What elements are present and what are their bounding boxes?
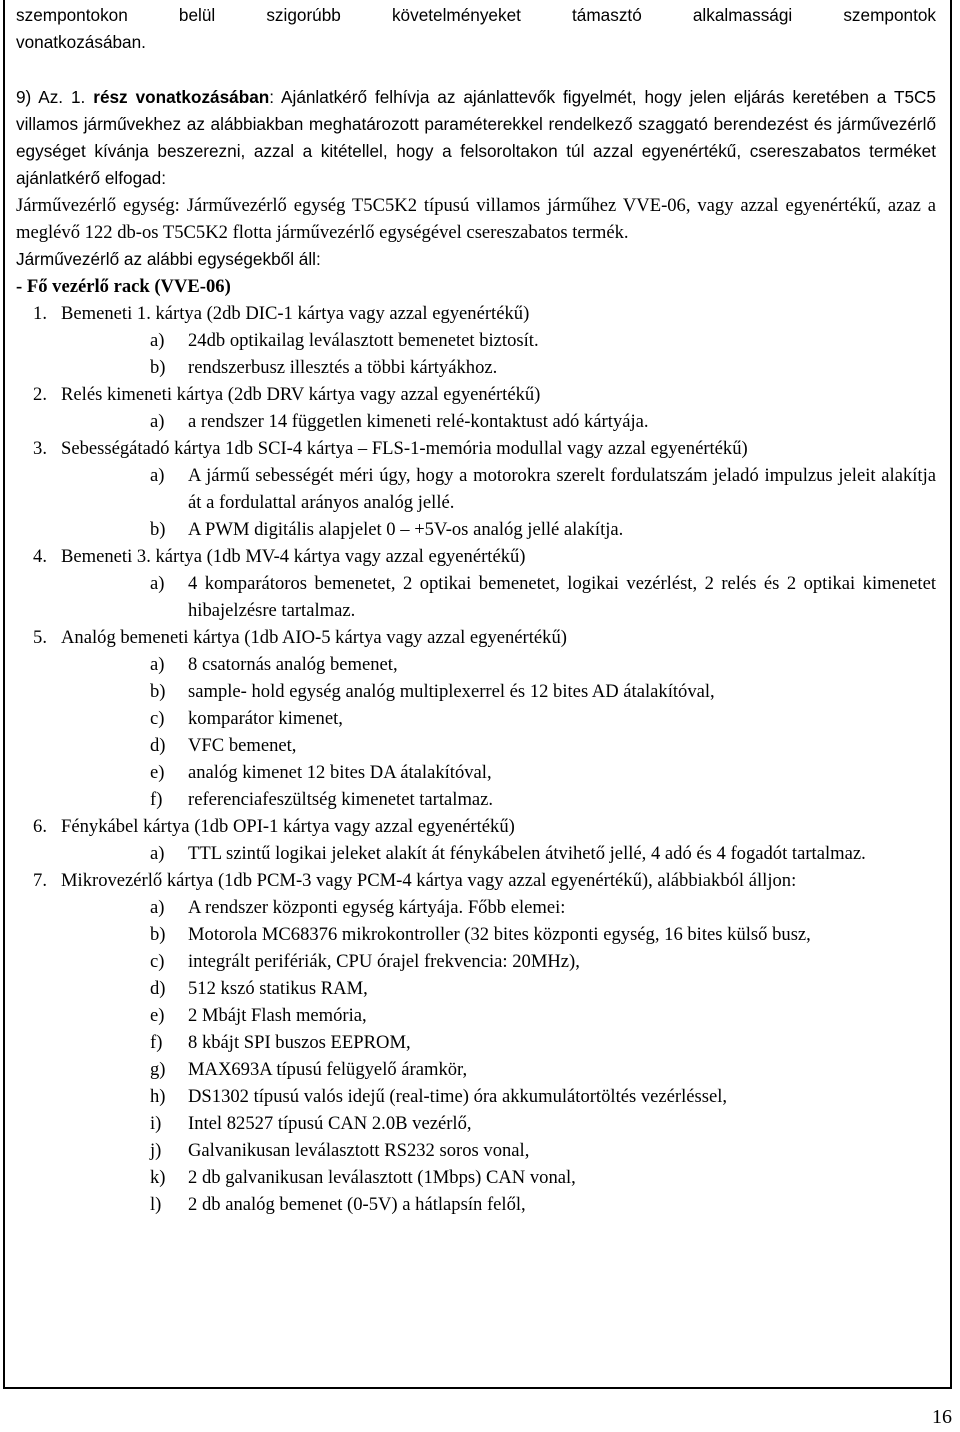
subitem-text: A rendszer központi egység kártyája. Főbb elemei: bbox=[188, 897, 566, 918]
card-subitem bbox=[16, 462, 936, 516]
card-subitem bbox=[16, 1083, 936, 1110]
subitem-letter: b) bbox=[150, 681, 166, 702]
card-subitem bbox=[16, 516, 936, 543]
subitem-text: 2 db galvanikusan leválasztott (1Mbps) CAN vonal, bbox=[188, 1167, 576, 1188]
subitem-letter: f) bbox=[150, 1032, 163, 1053]
subitem-text: komparátor kimenet, bbox=[188, 708, 343, 729]
card-title: Relés kimeneti kártya (2db DRV kártya vagy azzal egyenértékű) bbox=[61, 384, 541, 405]
card-number: 3. bbox=[33, 438, 47, 459]
subitem-letter: i) bbox=[150, 1113, 162, 1134]
section-text-b: rendelkező szaggató berendezést és járművezérlő egységet kívánja beszerezni, azzal a kitétellel, hogy a felsoroltakon túl azzal egyenértékű, csereszabatos terméket ajánlatkérő elfogad: bbox=[16, 114, 937, 188]
consists-line: Járművezérlő az alábbi egységekből áll: bbox=[16, 249, 321, 269]
card-subitem bbox=[16, 1002, 936, 1029]
subitem-letter: a) bbox=[150, 897, 165, 918]
subitem-text: integrált perifériák, CPU órajel frekvencia: 20MHz), bbox=[188, 951, 580, 972]
card-subitem bbox=[16, 1110, 936, 1137]
subitem-letter: a) bbox=[150, 465, 165, 486]
subitem-letter: j) bbox=[150, 1140, 162, 1161]
card-number: 1. bbox=[33, 303, 47, 324]
subitem-letter: c) bbox=[150, 951, 165, 972]
card-title: Fénykábel kártya (1db OPI-1 kártya vagy azzal egyenértékű) bbox=[61, 816, 515, 837]
card-subitem bbox=[16, 1029, 936, 1056]
subitem-letter: d) bbox=[150, 978, 166, 999]
subitem-letter: e) bbox=[150, 1005, 165, 1026]
card-item bbox=[16, 381, 936, 408]
card-number: 5. bbox=[33, 627, 47, 648]
subitem-text: analóg kimenet 12 bites DA átalakítóval, bbox=[188, 762, 492, 783]
page-number: 16 bbox=[932, 1406, 952, 1428]
card-subitem bbox=[16, 327, 936, 354]
card-subitem bbox=[16, 705, 936, 732]
subitem-letter: a) bbox=[150, 411, 165, 432]
card-item bbox=[16, 624, 936, 651]
subitem-letter: k) bbox=[150, 1167, 166, 1188]
subitem-text: DS1302 típusú valós idejű (real-time) óra akkumulátortöltés vezérléssel, bbox=[188, 1086, 728, 1107]
card-number: 7. bbox=[33, 870, 47, 891]
card-subitem bbox=[16, 759, 936, 786]
section-label: 9) Az. 1. bbox=[16, 87, 86, 107]
card-item bbox=[16, 543, 936, 570]
subitem-text: A PWM digitális alapjelet 0 – +5V-os analóg jellé alakítja. bbox=[188, 519, 624, 540]
subitem-letter: b) bbox=[150, 519, 166, 540]
subitem-text: 512 kszó statikus RAM, bbox=[188, 978, 368, 999]
subitem-text: 8 csatornás analóg bemenet, bbox=[188, 654, 398, 675]
card-subitem bbox=[16, 408, 936, 435]
subitem-letter: g) bbox=[150, 1059, 166, 1080]
card-subitem bbox=[16, 948, 936, 975]
card-subitem bbox=[16, 894, 936, 921]
subitem-text: 4 komparátoros bemenetet, 2 optikai bemenetet, logikai vezérlést, 2 relés és 2 optikai kimenetet hibajelzésre tartalmaz. bbox=[188, 573, 936, 621]
card-subitem bbox=[16, 1056, 936, 1083]
control-unit-paragraph: Járművezérlő egység: Járművezérlő egység T5C5K2 típusú villamos járműhez VVE-06, vagy azzal egyenértékű, azaz a meglévő 122 db-os T5C5K2 flotta járművezérlő egységével csereszabatos termék. bbox=[16, 195, 936, 243]
subitem-text: 8 kbájt SPI buszos EEPROM, bbox=[188, 1032, 411, 1053]
intro-line-1: szempontokon belül szigorúbb követelményeket támasztó alkalmassági szempontok bbox=[16, 5, 936, 25]
subitem-text: VFC bemenet, bbox=[188, 735, 297, 756]
card-subitem bbox=[16, 651, 936, 678]
card-subitem bbox=[16, 1137, 936, 1164]
card-subitem bbox=[16, 354, 936, 381]
card-title: Mikrovezérlő kártya (1db PCM-3 vagy PCM-4 kártya vagy azzal egyenértékű), alábbiakból álljon: bbox=[61, 870, 797, 891]
subitem-letter: e) bbox=[150, 762, 165, 783]
subitem-letter: a) bbox=[150, 573, 165, 594]
subitem-letter: a) bbox=[150, 330, 165, 351]
card-subitem bbox=[16, 1191, 936, 1218]
card-list bbox=[16, 300, 936, 1218]
card-subitem bbox=[16, 678, 936, 705]
card-subitem bbox=[16, 732, 936, 759]
card-item bbox=[16, 867, 936, 894]
section-9-paragraph bbox=[16, 84, 936, 192]
subitem-letter: h) bbox=[150, 1086, 166, 1107]
intro-line-2: vonatkozásában. bbox=[16, 32, 146, 52]
card-number: 2. bbox=[33, 384, 47, 405]
subitem-text: A jármű sebességét méri úgy, hogy a motorokra szerelt fordulatszám jeladó impulzus jeleit alakítja át a fordulattal arányos analóg jellé. bbox=[188, 465, 936, 513]
card-subitem bbox=[16, 975, 936, 1002]
card-subitem bbox=[16, 570, 936, 624]
subitem-text: 2 db analóg bemenet (0-5V) a hátlapsín felől, bbox=[188, 1194, 526, 1215]
rack-heading: - Fő vezérlő rack (VVE-06) bbox=[16, 276, 231, 297]
subitem-letter: d) bbox=[150, 735, 166, 756]
card-subitem bbox=[16, 921, 936, 948]
subitem-text: 24db optikailag leválasztott bemenetet biztosít. bbox=[188, 330, 539, 351]
subitem-text: Intel 82527 típusú CAN 2.0B vezérlő, bbox=[188, 1113, 472, 1134]
subitem-text: rendszerbusz illesztés a többi kártyákhoz. bbox=[188, 357, 498, 378]
card-number: 6. bbox=[33, 816, 47, 837]
document-body bbox=[16, 2, 936, 1218]
subitem-letter: a) bbox=[150, 654, 165, 675]
subitem-text: a rendszer 14 független kimeneti relé-kontaktust adó kártyája. bbox=[188, 411, 649, 432]
card-subitem bbox=[16, 840, 936, 867]
card-title: Bemeneti 1. kártya (2db DIC-1 kártya vagy azzal egyenértékű) bbox=[61, 303, 530, 324]
subitem-text: TTL szintű logikai jeleket alakít át fénykábelen átvihető jellé, 4 adó és 4 fogadót tartalmaz. bbox=[188, 843, 866, 864]
card-number: 4. bbox=[33, 546, 47, 567]
section-part-label: rész vonatkozásában bbox=[93, 87, 270, 107]
card-item bbox=[16, 435, 936, 462]
card-item bbox=[16, 813, 936, 840]
subitem-letter: b) bbox=[150, 357, 166, 378]
card-title: Bemeneti 3. kártya (1db MV-4 kártya vagy azzal egyenértékű) bbox=[61, 546, 526, 567]
card-title: Sebességátadó kártya 1db SCI-4 kártya – FLS-1-memória modullal vagy azzal egyenértékű) bbox=[61, 438, 748, 459]
card-title: Analóg bemeneti kártya (1db AIO-5 kártya vagy azzal egyenértékű) bbox=[61, 627, 567, 648]
subitem-letter: f) bbox=[150, 789, 163, 810]
subitem-letter: l) bbox=[150, 1194, 162, 1215]
spacer bbox=[16, 56, 936, 84]
card-subitem bbox=[16, 1164, 936, 1191]
subitem-letter: a) bbox=[150, 843, 165, 864]
subitem-text: referenciafeszültség kimenetet tartalmaz. bbox=[188, 789, 494, 810]
subitem-letter: b) bbox=[150, 924, 166, 945]
subitem-text: MAX693A típusú felügyelő áramkör, bbox=[188, 1059, 468, 1080]
subitem-letter: c) bbox=[150, 708, 165, 729]
subitem-text: Galvanikusan leválasztott RS232 soros vonal, bbox=[188, 1140, 530, 1161]
subitem-text: 2 Mbájt Flash memória, bbox=[188, 1005, 367, 1026]
card-item bbox=[16, 300, 936, 327]
card-subitem bbox=[16, 786, 936, 813]
subitem-text: sample- hold egység analóg multiplexerrel és 12 bites AD átalakítóval, bbox=[188, 681, 715, 702]
subitem-text: Motorola MC68376 mikrokontroller (32 bites központi egység, 16 bites külső busz, bbox=[188, 924, 811, 945]
section-text-a: : Ajánlatkérő felhívja az ajánlattevők figyelmét, hogy jelen eljárás keretében a T5C5 villamos járművekhez az alábbiakban meghatározott paraméterekkel bbox=[16, 87, 936, 134]
